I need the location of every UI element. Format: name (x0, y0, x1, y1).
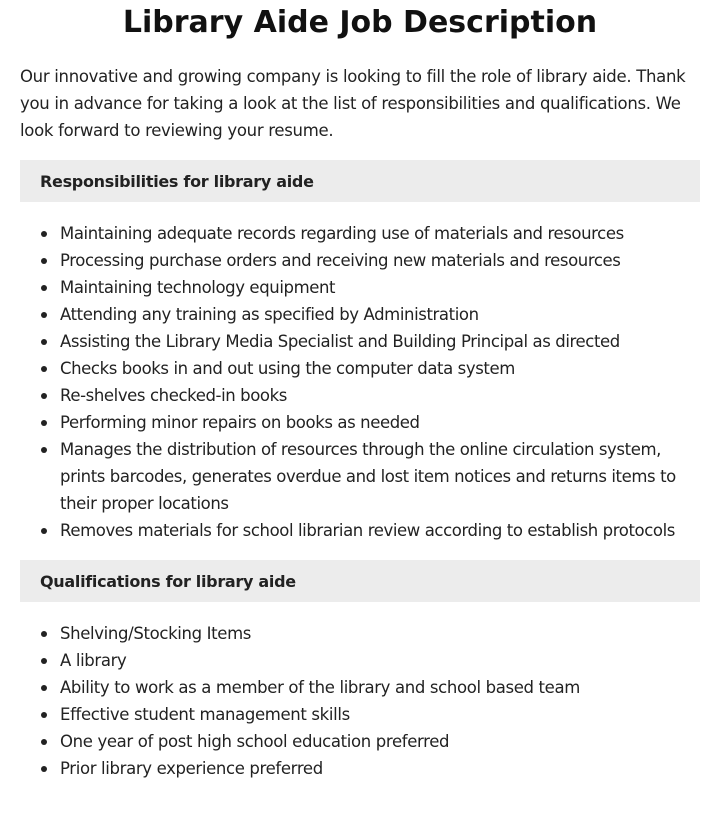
responsibilities-list (20, 220, 700, 544)
page-title: Library Aide Job Description (122, 5, 598, 40)
list-item: Removes materials for school librarian review according to establish protocols (20, 517, 700, 544)
list-item: Manages the distribution of resources through the online circulation system, prints barcodes, generates overdue and lost item notices and returns items to their proper locations (20, 436, 700, 517)
list-item: Ability to work as a member of the library and school based team (20, 674, 700, 701)
responsibilities-heading: Responsibilities for library aide (20, 160, 700, 202)
list-item: Processing purchase orders and receiving new materials and resources (20, 247, 700, 274)
list-item: Maintaining technology equipment (20, 274, 700, 301)
list-item: Prior library experience preferred (20, 755, 700, 782)
list-item: Attending any training as specified by Administration (20, 301, 700, 328)
list-item: Performing minor repairs on books as needed (20, 409, 700, 436)
qualifications-list (20, 620, 700, 782)
list-item: A library (20, 647, 700, 674)
list-item: Shelving/Stocking Items (20, 620, 700, 647)
list-item: Effective student management skills (20, 701, 700, 728)
list-item: Maintaining adequate records regarding use of materials and resources (20, 220, 700, 247)
list-item: One year of post high school education preferred (20, 728, 700, 755)
list-item: Checks books in and out using the computer data system (20, 355, 700, 382)
qualifications-heading: Qualifications for library aide (20, 560, 700, 602)
list-item: Assisting the Library Media Specialist and Building Principal as directed (20, 328, 700, 355)
intro-paragraph: Our innovative and growing company is looking to fill the role of library aide. Thank you in advance for taking a look at the list of responsibilities and qualifications. We look forward to reviewing your resume. (20, 67, 686, 140)
list-item: Re-shelves checked-in books (20, 382, 700, 409)
